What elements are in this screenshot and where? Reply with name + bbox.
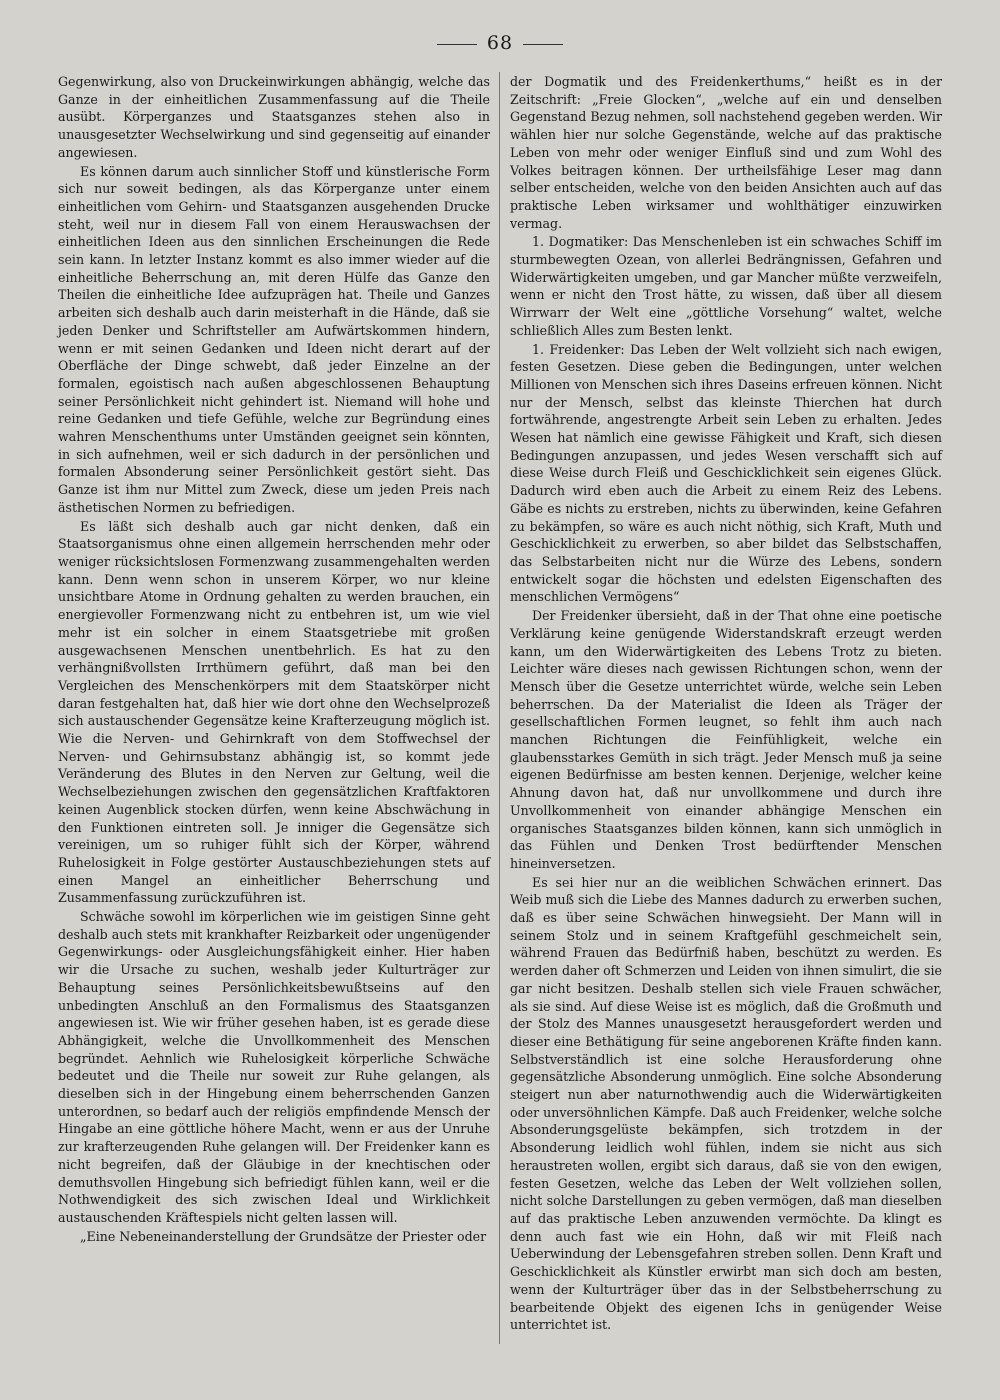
paragraph: „Eine Nebeneinanderstellung der Grundsätze der Priester oder [80,1228,487,1244]
paragraph: 1. Dogmatiker: Das Menschenleben ist ein schwaches Schiff im sturmbewegten Ozean, von allerlei Bedrängnissen, Gefahren und Widerwärtigkeiten umgeben, und gar Mancher müßte verzweifeln, wenn er nicht den Trost hätte, zu wissen, daß über all diesem Wirrwarr der Welt eine „göttliche Vorsehung“ waltet, welche schließlich Alles zum Besten lenkt. [510,234,942,338]
folio-rule-right [523,44,563,45]
right-column [510,73,942,1334]
paragraph: Es sei hier nur an die weiblichen Schwächen erinnert. Das Weib muß sich die Liebe des Mannes dadurch zu erwerben suchen, daß es über seine Schwächen hinwegsieht. Der Mann will in seinem Stolz und in seinem Kraftgefühl geschmeichelt sein, während Frauen das Bedürfniß haben, beschützt zu werden. Es werden daher oft Schmerzen und Leiden von ihnen simulirt, die sie gar nicht besitzen. Deshalb stellen sich viele Frauen schwächer, als sie sind. Auf diese Weise ist es möglich, daß die Großmuth und der Stolz des Mannes unausgesetzt herausgefordert werden und dieser eine Bethätigung für seine angeborenen Kräfte finden kann. Selbstverständlich ist eine solche Herausforderung ohne gegensätzliche Absonderung unmöglich. Eine solche Absonderung steigert nun aber naturnothwendig auch die Widerwärtigkeiten oder unversöhnlichen Kämpfe. Daß auch Freidenker, welche solche Absonderungsgelüste bekämpfen, sich trotzdem in der Absonderung leidlich wohl fühlen, indem sie nicht aus sich heraustreten wollen, ergibt sich daraus, daß sie von den ewigen, festen Gesetzen, welche das Leben der Welt vollziehen sollen, nicht solche Darstellungen zu geben vermögen, daß man dieselben auf das praktische Leben anzuwenden vermöchte. Da klingt es denn auch fast wie ein Hohn, daß wir mit Fleiß nach Ueberwindung der Lebensgefahren streben sollen. Denn Kraft und Geschicklichkeit als Künstler erwirbt man sich doch am besten, wenn der Kulturträger über das in der Selbstbeherrschung zu bearbeitende Objekt des eigenen Ichs in genügender Weise unterrichtet ist. [510,874,942,1333]
left-column [58,73,490,1245]
paragraph: der Dogmatik und des Freidenkerthums,“ heißt es in der Zeitschrift: „Freie Glocken“, „welche auf ein und denselben Gegenstand Bezug nehmen, soll nachstehend gegeben werden. Wir wählen hier nur solche Gegenstände, welche auf das praktische Leben von mehr oder weniger Einfluß sind und zum Wohl des Volkes beitragen können. Der urtheilsfähige Leser mag dann selber entscheiden, welche von den beiden Ansichten auch auf das praktische Leben wirksamer und wohlthätiger einzuwirken vermag. [510,74,942,231]
paragraph: Der Freidenker übersieht, daß in der That ohne eine poetische Verklärung keine genügende Widerstandskraft erzeugt werden kann, um den Widerwärtigkeiten des Lebens Trotz zu bieten. Leichter wäre dieses nach gewissen Richtungen schon, wenn der Mensch über die Gesetze unterrichtet würde, welche sein Leben beherrschen. Da der Materialist die Ideen als Träger der gesellschaftlichen Formen leugnet, so fehlt ihm auch nach manchen Richtungen die Feinfühligkeit, welche ein glaubensstarkes Gemüth in sich trägt. Jeder Mensch muß ja seine eigenen Bedürfnisse am besten kennen. Derjenige, welcher keine Ahnung davon hat, daß nur unvollkommene und durch ihre Unvollkommenheit von einander abhängige Menschen ein organisches Staatsganzes bilden können, kann sich unmöglich in das Fühlen und Denken Trost bedürftender Menschen hineinversetzen. [510,608,942,871]
paragraph: Es können darum auch sinnlicher Stoff und künstlerische Form sich nur soweit bedingen, als das Körperganze unter einem einheitlichen vom Gehirn- und Staatsganzen ausgehenden Drucke steht, weil nur in diesem Fall von einem Herauswachsen der einheitlichen Ideen aus den sinnlichen Erscheinungen die Rede sein kann. In letzter Instanz kommt es also immer wieder auf die einheitliche Beherrschung an, mit deren Hülfe das Ganze den Theilen die einheitliche Idee aufzuprägen hat. Theile und Ganzes arbeiten sich deshalb auch darin meisterhaft in die Hände, daß sie jeden Denker und Schriftsteller am Aufwärtskommen hindern, wenn er mit seinen Gedanken und Ideen nicht derart auf der Oberfläche der Dinge schwebt, daß jeder Einzelne an der formalen, egoistisch nach außen abgeschlossenen Behauptung seiner Persönlichkeit nicht gehindert ist. Niemand will hohe und reine Gedanken und tiefe Gefühle, welche zur Begründung eines wahren Menschenthums unter Umständen geeignet sein könnten, in sich aufnehmen, weil er sich dadurch in der persönlichen und formalen Absonderung seiner Persönlichkeit gestört sieht. Das Ganze ist ihm nur Mittel zum Zweck, diese um jeden Preis nach ästhetischen Normen zu befriedigen. [58,163,490,515]
paragraph: Gegenwirkung, also von Druckeinwirkungen abhängig, welche das Ganze in der einheitlichen Zusammenfassung auf die Theile ausübt. Körperganzes und Staatsganzes stehen also in unausgesetzter Wechselwirkung und sind gegenseitig auf einander angewiesen. [58,74,490,160]
paragraph: Schwäche sowohl im körperlichen wie im geistigen Sinne geht deshalb auch stets mit krankhafter Reizbarkeit oder ungenügender Gegenwirkungs- oder Ausgleichungsfähigkeit einher. Hier haben wir die Ursache zu suchen, weshalb jeder Kulturträger zur Behauptung seines Persönlichkeitsbewußtseins auf den unbedingten Anschluß an den Formalismus des Staatsganzen angewiesen ist. Wie wir früher gesehen haben, ist es gerade diese Abhängigkeit, welche die Unvollkommenheit des Menschen begründet. Aehnlich wie Ruhelosigkeit körperliche Schwäche bedeutet und die Theile nur soweit zur Ruhe gelangen, als dieselben sich in der Hingebung einem beherrschenden Ganzen unterordnen, so bedarf auch der religiös empfindende Mensch der Hingabe an eine göttliche höhere Macht, wenn er aus der Unruhe zur krafterzeugenden Ruhe gelangen will. Der Freidenker kann es nicht begreifen, daß der Gläubige in der knechtischen oder demuthsvollen Hingebung sich befriedigt fühlen kann, weil er die Nothwendigkeit des sich zwischen Ideal und Wirklichkeit austauschenden Kräftespiels nicht gelten lassen will. [58,909,490,1225]
paragraph: 1. Freidenker: Das Leben der Welt vollzieht sich nach ewigen, festen Gesetzen. Diese geben die Bedingungen, unter welchen Millionen von Menschen sich ihres Daseins erfreuen können. Nicht nur der Mensch, selbst das kleinste Thierchen hat durch fortwährende, angestrengte Arbeit sein Leben zu erhalten. Jedes Wesen hat nämlich eine gewisse Fähigkeit und Kraft, sich diesen Bedingungen anzupassen, und jedes Wesen verschafft sich auf diese Weise durch Fleiß und Geschicklichkeit sein eigenes Glück. Dadurch wird eben auch die Arbeit zu einem Reiz des Lebens. Gäbe es nichts zu erstreben, nichts zu überwinden, keine Gefahren zu bekämpfen, so wäre es auch nicht nöthig, sich Kraft, Muth und Geschicklichkeit zu erwerben, so aber bildet das Selbstschaffen, das Selbstarbeiten nicht nur die Würze des Lebens, sondern entwickelt sogar die höchsten und edelsten Eigenschaften des menschlichen Vermögens“ [510,341,942,605]
column-divider [499,72,500,1344]
folio-rule-left [437,44,477,45]
paragraph: Es läßt sich deshalb auch gar nicht denken, daß ein Staatsorganismus ohne einen allgemein herrschenden mehr oder weniger rücksichtslosen Formenzwang zusammengehalten werden kann. Denn wenn schon in unserem Körper, wo nur kleine unsichtbare Atome in Ordnung gehalten zu werden brauchen, ein energievoller Formenzwang nicht zu entbehren ist, um wie viel mehr ist ein solcher in einem Staatsgetriebe mit großen ausgewachsenen Menschen unentbehrlich. Es hat zu den verhängnißvollsten Irrthümern geführt, daß man bei den Vergleichen des Menschenkörpers mit dem Staatskörper nicht daran festgehalten hat, daß hier wie dort ohne den Wechselprozeß sich austauschender Gegensätze keine Krafterzeugung möglich ist. Wie die Nerven- und Gehirnkraft von dem Stoffwechsel der Nerven- und Gehirnsubstanz abhängig ist, so kommt jede Veränderung des Blutes in den Nerven zur Geltung, weil die Wechselbeziehungen zwischen den gegensätzlichen Kraftfaktoren keinen Augenblick stocken dürfen, wenn keine Abschwächung in den Funktionen eintreten soll. Je inniger die Gegensätze sich vereinigen, um so ruhiger fühlt sich der Körper, während Ruhelosigkeit in Folge gestörter Austauschbeziehungen stets auf einen Mangel an einheitlicher Beherrschung und Zusammenfassung zurückzuführen ist. [58,518,490,906]
page-number [0,32,1000,54]
page-number-text: 68 [486,32,514,54]
